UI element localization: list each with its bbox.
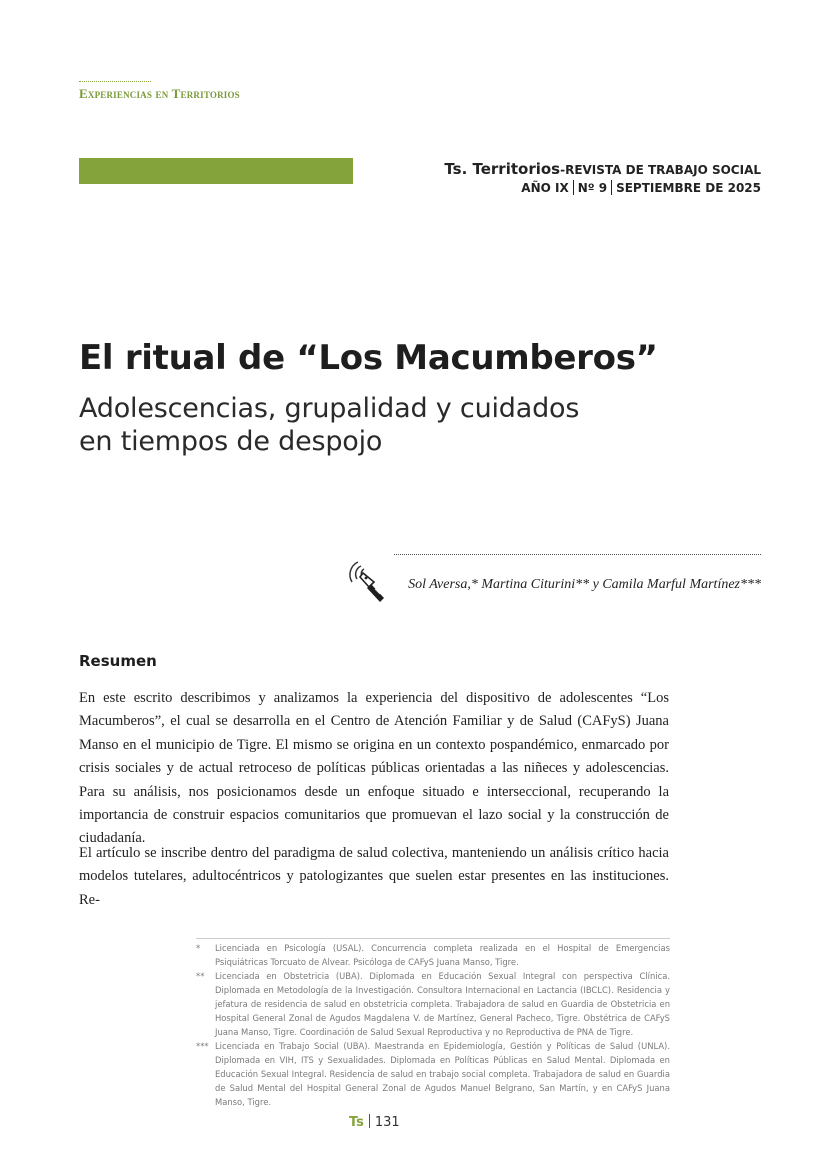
issue-separator <box>573 180 574 195</box>
abstract-heading: Resumen <box>79 652 157 670</box>
journal-logo: Ts <box>349 1115 364 1130</box>
article-subtitle-line2: en tiempos de despojo <box>79 426 383 457</box>
footnote-text: Licenciada en Trabajo Social (UBA). Maestranda en Epidemiología, Gestión y Políticas de Salud (UNLA). Diplomada en VIH, ITS y Sexualidades. Diplomada en Políticas Públicas en Salud Mental. Diplomada en Educación Sexual Integral. Residencia de salud en trabajo social completa. Trabajadora de salud en Guardia de Salud Mental del Hospital General Zonal de Agudos Manuel Belgrano, San Martín, y en CAFyS Juana Manso, Tigre. <box>215 1041 670 1107</box>
journal-subtitle: -REVISTA DE TRABAJO SOCIAL <box>560 163 761 177</box>
footnote <box>196 969 670 1039</box>
accent-bar <box>79 158 353 184</box>
journal-year: AÑO IX <box>521 181 569 195</box>
article-subtitle-line1: Adolescencias, grupalidad y cuidados <box>79 393 580 424</box>
journal-title-line <box>444 160 761 180</box>
authors-divider <box>394 554 761 555</box>
journal-issue-line <box>444 180 761 197</box>
journal-name: Ts. Territorios <box>444 160 561 178</box>
footnote-mark: *** <box>196 1041 209 1051</box>
footnote-mark: ** <box>196 971 205 981</box>
section-divider <box>79 81 151 82</box>
footnote-mark: * <box>196 943 201 953</box>
page-number: 131 <box>374 1115 400 1130</box>
page-footer <box>349 1114 400 1130</box>
issue-separator <box>611 180 612 195</box>
footnote <box>196 1039 670 1109</box>
footnotes <box>196 941 670 1109</box>
section-label: Experiencias en Territorios <box>79 86 240 101</box>
article-title: El ritual de “Los Macumberos” <box>79 338 658 378</box>
abstract-paragraph-2: El artículo se inscribe dentro del paradigma de salud colectiva, manteniendo un análisis crítico hacia modelos tutelares, adultocéntricos y patologizantes que suelen estar presentes en las instituciones. Re- <box>79 845 669 908</box>
footer-separator <box>369 1114 370 1128</box>
footnote <box>196 941 670 969</box>
footnote-text: Licenciada en Obstetricia (UBA). Diplomada en Educación Sexual Integral con perspectiva Clínica. Diplomada en Metodología de la Investigación. Consultora Internacional en Lactancia (IBCLC). Residencia y jefatura de residencia de salud en obstetricia completa. Trabajadora de salud en Guardia de Obstetricia en Hospital General Zonal de Agudos Magdalena V. de Martínez, General Pacheco, Tigre. Obstétrica de CAFyS Juana Manso, Tigre. Coordinación de Salud Sexual Reproductiva y no Reproductiva de PNA de Tigre. <box>215 971 670 1037</box>
authors: Sol Aversa,* Martina Citurini** y Camila Marful Martínez*** <box>408 577 761 592</box>
footnote-divider <box>196 938 670 939</box>
article-subtitle <box>79 392 699 458</box>
journal-header <box>444 160 761 197</box>
fountain-pen-icon <box>344 556 392 606</box>
journal-date: SEPTIEMBRE DE 2025 <box>616 181 761 195</box>
journal-number: Nº 9 <box>577 181 608 195</box>
footnote-text: Licenciada en Psicología (USAL). Concurrencia completa realizada en el Hospital de Emergencias Psiquiátricas Torcuato de Alvear. Psicóloga de CAFyS Juana Manso, Tigre. <box>215 943 670 967</box>
abstract-paragraph-1: En este escrito describimos y analizamos la experiencia del dispositivo de adolescentes “Los Macumberos”, el cual se desarrolla en el Centro de Atención Familiar y de Salud (CAFyS) Juana Manso en el municipio de Tigre. El mismo se origina en un contexto pospandémico, enmarcado por crisis sociales y de actual retroceso de políticas públicas orientadas a las niñeces y adolescencias. Para su análisis, nos posicionamos desde un enfoque situado e interseccional, recuperando la importancia de construir espacios comunitarios que promuevan el lazo social y la construcción de ciudadanía. <box>79 690 669 847</box>
